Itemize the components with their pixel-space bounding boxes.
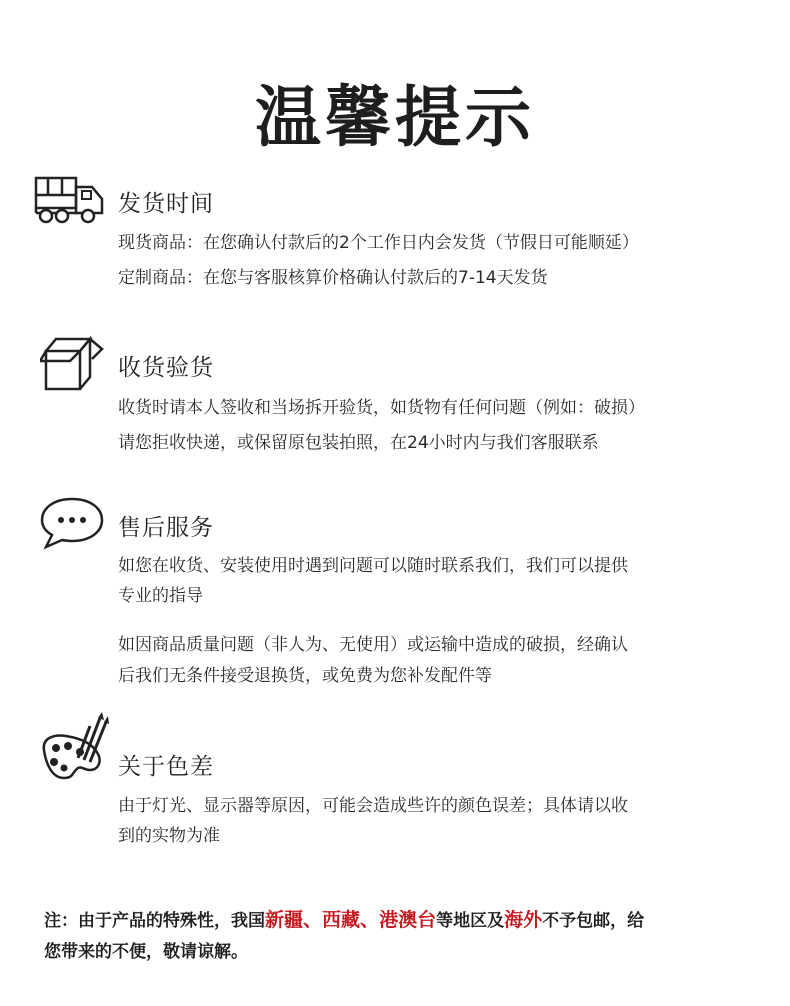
- note-region: 海外: [504, 909, 543, 931]
- section-text: 收货时请本人签收和当场拆开验货，如货物有任何问题（例如：破损）: [118, 398, 645, 418]
- section-receiving: [0, 335, 790, 455]
- section-text: 由于灯光、显示器等原因，可能会造成些许的颜色误差；具体请以收: [118, 796, 628, 816]
- section-text: 请您拒收快递，或保留原包装拍照，在24小时内与我们客服联系: [118, 433, 599, 453]
- section-text: 到的实物为准: [118, 826, 220, 846]
- section-heading: 关于色差: [118, 754, 214, 780]
- section-text: 如您在收货、安装使用时遇到问题可以随时联系我们，我们可以提供: [118, 556, 628, 576]
- note-text: 不予包邮，给: [542, 911, 645, 931]
- section-text: 专业的指导: [118, 586, 203, 606]
- section-text: 现货商品：在您确认付款后的2个工作日内会发货（节假日可能顺延）: [118, 233, 639, 253]
- palette-icon: [34, 712, 112, 788]
- chat-bubble-icon: [38, 495, 106, 555]
- note-region: 港澳台: [379, 909, 437, 931]
- section-shipping: [0, 170, 790, 290]
- note-separator: 、: [303, 909, 323, 931]
- note-region: 新疆: [265, 909, 304, 931]
- shipping-note: [44, 905, 644, 932]
- page-title: 温馨提示: [255, 79, 535, 156]
- note-separator: 、: [360, 909, 380, 931]
- note-text: 等地区及: [436, 911, 505, 931]
- truck-icon: [34, 175, 106, 229]
- section-color-difference: [0, 712, 790, 852]
- shipping-note-line2: 您带来的不便，敬请谅解。: [44, 942, 248, 962]
- section-after-sales: [0, 495, 790, 695]
- note-text: 注：由于产品的特殊性，我国: [44, 911, 265, 931]
- section-text: 如因商品质量问题（非人为、无使用）或运输中造成的破损，经确认: [118, 635, 628, 655]
- box-icon: [40, 335, 106, 395]
- section-text: 后我们无条件接受退换货，或免费为您补发配件等: [118, 666, 492, 686]
- section-heading: 发货时间: [118, 191, 214, 217]
- section-heading: 售后服务: [118, 515, 214, 541]
- section-text: 定制商品：在您与客服核算价格确认付款后的7-14天发货: [118, 268, 548, 288]
- note-region: 西藏: [322, 909, 361, 931]
- section-heading: 收货验货: [118, 355, 214, 381]
